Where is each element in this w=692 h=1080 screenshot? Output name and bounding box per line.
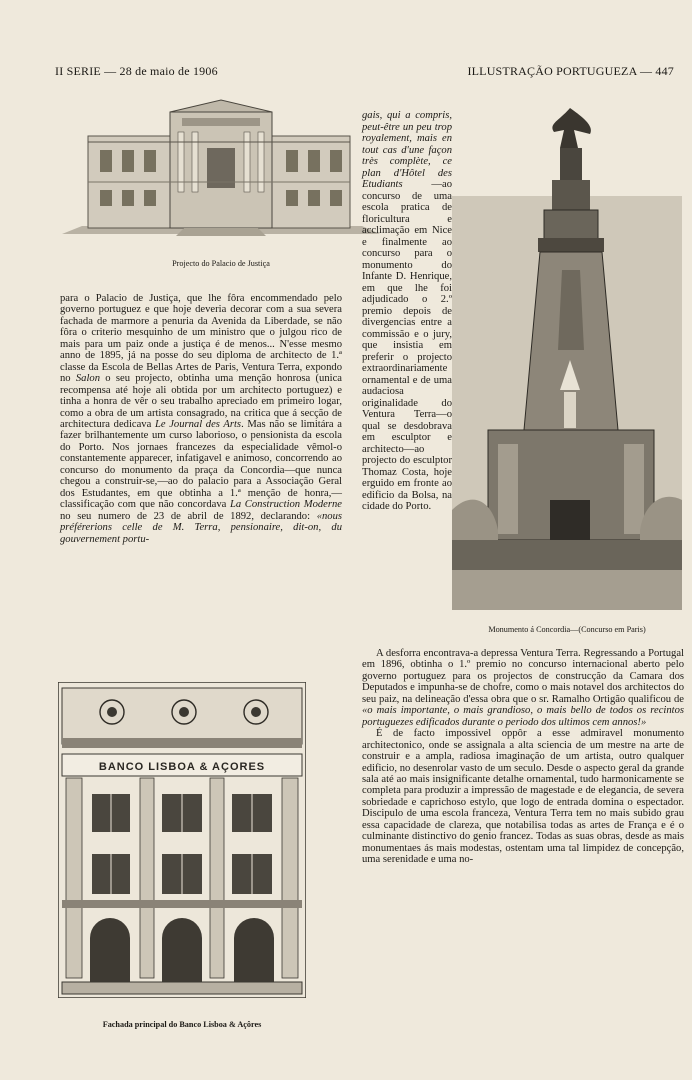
figure-palacio-justica bbox=[62, 98, 380, 238]
text-segment: É de facto impossivel oppôr a esse admiravel monumento architectonico, onde se assignala a alta sciencia de um mestre na arte de construir e a ampla, radiosa imaginação de um artista, outro qualquer edificio, no desenrolar vasto de um seculo. Desde o aspecto geral da grande sala até ao mais insignificante detalhe ornamental, tudo harmonicamente se completa para produzir a impressão de magestade e de elegancia, de severa sobriedade e caprichoso estylo, que logo de entrada domina o espectador. Discipulo de uma escola franceza, Ventura Terra tem no mais subido grau essa capacidade de clareza, que notabilisa todas as artes de França e é o culminante distinctivo do genio francez. Todas as suas obras, desde as mais monumentaes ás mais modestas, ostentam uma tal limpidez de concepção, uma serenidade e uma no- bbox=[362, 728, 684, 866]
caption-monumento: Monumento á Concordia—(Concurso em Paris) bbox=[488, 625, 646, 634]
page-header-title: ILLUSTRAÇÃO PORTUGUEZA — 447 bbox=[467, 64, 674, 78]
text-segment: . Mas não se limitára a fazer brilhantemente um curso laborioso, o pensionista da escola do Porto. Nos jornaes francezes da especialidade vêmol-o constantemente apparecer, infatigavel e animoso, concorrendo ao concurso do monumento da praça da Concordia—que nunca chegou a construir-se,—ao do palacio para a Associação Geral dos Estudantes, em que obtinha a 1.ª menção de honra,—classificação com que não concordava bbox=[60, 418, 342, 511]
text-italic-construction-moderne: La Construction Moderne bbox=[229, 499, 342, 511]
palacio-illustration bbox=[62, 98, 380, 238]
paragraph-desforra bbox=[362, 648, 684, 728]
caption-palacio: Projecto do Palacio de Justiça bbox=[172, 259, 270, 268]
right-wide-column-text bbox=[362, 648, 684, 866]
text-segment: A desforra encontrava-a depressa Ventura Terra. Regressando a Portugal em 1896, obtinha o 1.º premio no concurso internacional aberto pelo governo portuguez para os projectos de construcção da Camara dos Deputados e impunha-se de chofre, como o mais notavel dos architectos do seu paiz, na delineação d'essa obra que o sr. Ramalho Ortigão qualificou de bbox=[362, 648, 684, 705]
text-italic-journal: Le Journal des Arts bbox=[154, 418, 242, 430]
text-segment: para o Palacio de Justiça, que lhe fôra encommendado pelo governo portuguez e que hoje deveria decorar com a sua severa fachada de marmore a penuria da Avenida da Liberdade, se não fôra o criterio mesquinho de um ministro que o julgou rico de mais para um paiz onde a justiça é de menos... N'esse mesmo anno de 1895, já na posse do seu diploma de architecto de 1.ª classe da Escola de Bellas Artes de Paris, Ventura Terra, expondo no bbox=[60, 293, 342, 385]
banco-illustration bbox=[58, 682, 306, 998]
left-column-text bbox=[60, 293, 342, 545]
narrow-paragraph bbox=[362, 110, 452, 513]
banco-sign-text: BANCO LISBOA & AÇORES bbox=[98, 761, 266, 773]
text-italic-quote: «o mais importante, o mais grandioso, o mais bello de todos os recintos portuguezes edificados durante o periodo dos ultimos cem annos!» bbox=[362, 705, 684, 728]
caption-banco: Fachada principal do Banco Lisboa & Açôres bbox=[102, 1020, 262, 1029]
paragraph-impossivel bbox=[362, 728, 684, 865]
page-header-issue: II SERIE — 28 de maio de 1906 bbox=[55, 64, 218, 78]
text-segment: o seu projecto, obtinha uma menção honrosa (unica recompensa até hoje ali obtida por um architecto portuguez) e tinha a honra de vêr o seu trabalho apreciado em primeiro logar, como a obra de um artista consagrado, na critica que á secção de architectura dedicava bbox=[60, 373, 342, 430]
monumento-illustration bbox=[452, 100, 682, 610]
text-italic-quote: gais, qui a compris, peut-être un peu trop royalement, mais en tout cas d'une façon très complète, ce plan d'Hôtel des Etudiants bbox=[362, 110, 452, 190]
figure-banco-lisboa-acores bbox=[58, 682, 306, 998]
figure-monumento-concordia bbox=[452, 100, 682, 610]
text-italic-quote: «nous préférerions celle de M. Terra, pensionaire, dit-on, du gouvernement portu- bbox=[60, 510, 342, 545]
left-paragraph bbox=[60, 293, 342, 545]
text-italic-salon: Salon bbox=[75, 373, 101, 385]
text-segment: no seu numero de 23 de abril de 1892, declarando: bbox=[60, 510, 317, 522]
right-narrow-column-text bbox=[362, 110, 452, 513]
text-segment: —ao concurso de uma escola pratica de floricultura e acclimação em Nice e finalmente ao concurso para o monumento do Infante D. Henrique, em que lhe foi adjudicado o 2.º premio depois de divergencias entre a commissão e o jury, que insistia em preferir o projecto extraordinariamente ornamental e de uma audaciosa originalidade do Ventura Terra—o qual se desdobrava em esculptor e architecto—ao projecto do esculptor Thomaz Costa, hoje erguido em fronte ao edificio da Bolsa, na cidade do Porto. bbox=[362, 179, 452, 512]
